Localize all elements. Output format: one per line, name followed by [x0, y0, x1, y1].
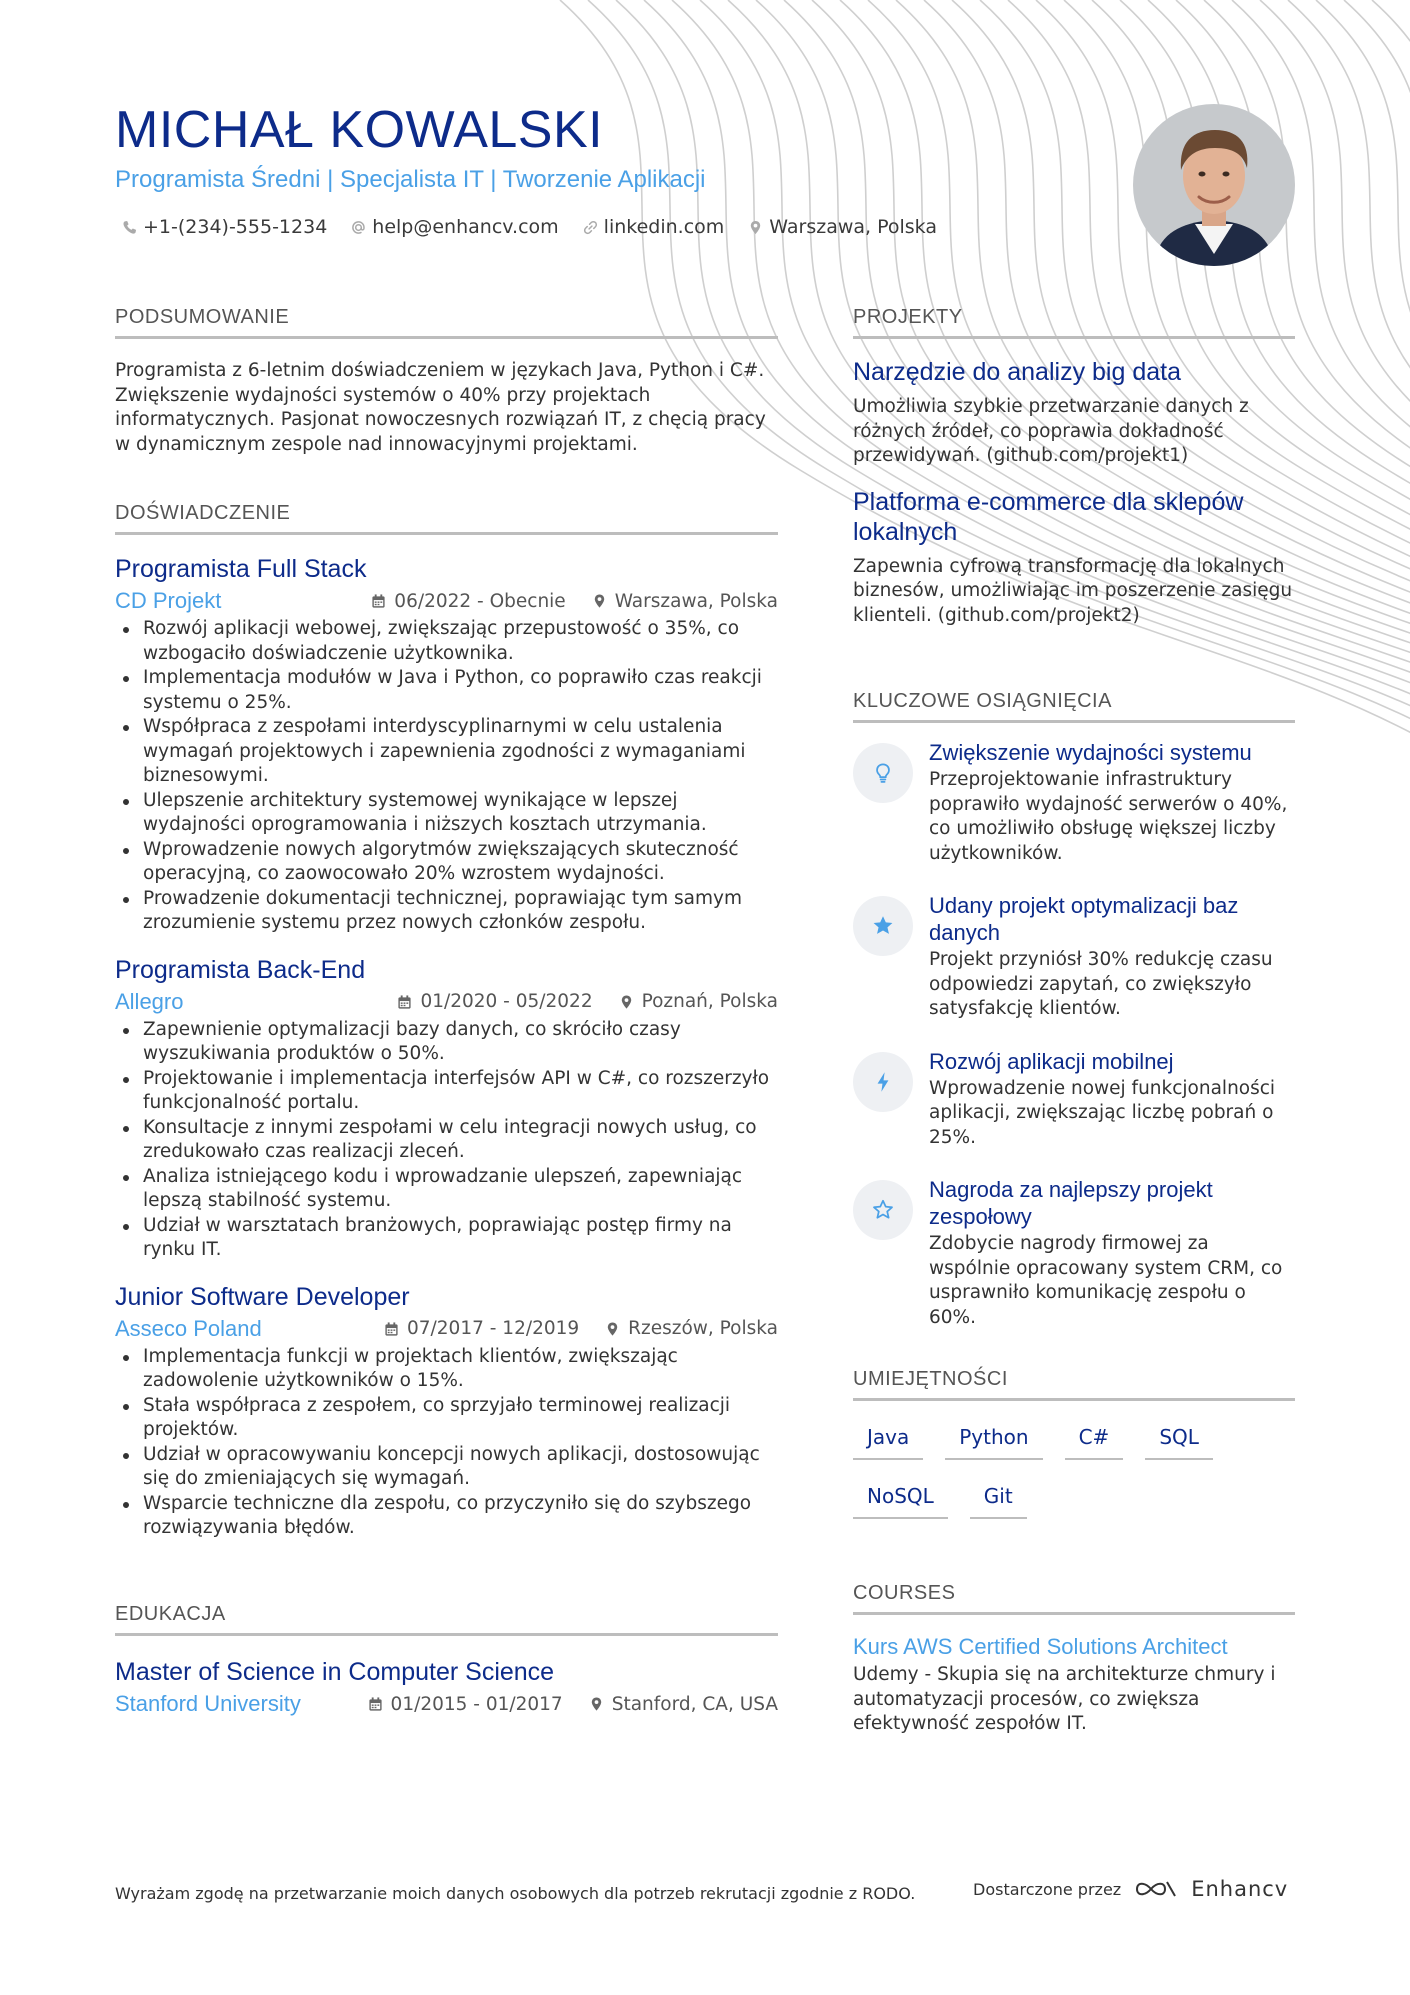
candidate-headline: Programista Średni | Specjalista IT | Tworzenie Aplikacji — [115, 166, 706, 193]
lightning-icon — [870, 1069, 896, 1095]
job-title: Programista Full Stack — [115, 555, 367, 583]
summary-section — [115, 304, 778, 457]
bullet-item: Rozwój aplikacji webowej, zwiększając przepustowość o 35%, co wzbogaciło doświadczenie użytkownika. — [115, 617, 778, 666]
bullet-item: Wprowadzenie nowych algorytmów zwiększających skuteczność operacyjną, co zaowocowało 20% wzrostem wydajności. — [115, 838, 778, 887]
location-pin-icon — [589, 1696, 604, 1712]
achievement-text: Przeprojektowanie infrastruktury poprawiło wydajność serwerów o 40%, co umożliwiło obsługę większej liczby użytkowników. — [929, 769, 1288, 864]
education-location: Stanford, CA, USA — [611, 1693, 778, 1715]
footer-branding[interactable] — [973, 1876, 1288, 1902]
project-title: Platforma e-commerce dla sklepów lokalnych — [853, 487, 1244, 546]
job-location: Warszawa, Polska — [614, 590, 778, 612]
location-text: Warszawa, Polska — [769, 216, 937, 238]
at-icon — [351, 220, 366, 235]
bullet-item: Udział w warsztatach branżowych, poprawiając postęp firmy na rynku IT. — [115, 1214, 778, 1263]
link-icon — [583, 220, 598, 235]
project-title: Narzędzie do analizy big data — [853, 358, 1181, 386]
achievement-text: Zdobycie nagrody firmowej za wspólnie opracowany system CRM, co usprawniło komunikację zespołu o 60%. — [929, 1233, 1283, 1328]
projects-heading: PROJEKTY — [853, 304, 1295, 339]
skill-tag: Java — [853, 1421, 923, 1460]
skill-tag: Python — [945, 1421, 1042, 1460]
location-pin-icon — [619, 994, 634, 1010]
job-company: Allegro — [115, 988, 184, 1014]
calendar-icon — [397, 994, 412, 1010]
portrait-image — [1133, 104, 1295, 266]
course-title: Kurs AWS Certified Solutions Architect — [853, 1634, 1228, 1659]
achievement-title: Nagroda za najlepszy projekt zespołowy — [929, 1177, 1213, 1229]
bullet-item: Udział w opracowywaniu koncepcji nowych aplikacji, dostosowując się do zmieniających się wymagań. — [115, 1443, 778, 1492]
skills-section — [853, 1366, 1295, 1519]
location-pin-icon — [748, 220, 763, 235]
achievement-item — [853, 1176, 1295, 1330]
project-item — [853, 487, 1295, 629]
calendar-icon — [384, 1321, 399, 1337]
education-section — [115, 1601, 778, 1718]
bullet-item: Konsultacje z innymi zespołami w celu integracji nowych usług, co zredukowało czas realizacji zleceń. — [115, 1116, 778, 1165]
wave-line — [1316, 0, 1410, 760]
projects-section — [853, 304, 1295, 628]
bullet-item: Implementacja modułów w Java i Python, co poprawiło czas reakcji systemu o 25%. — [115, 666, 778, 715]
job-location: Poznań, Polska — [641, 991, 778, 1012]
contact-location — [748, 214, 937, 240]
linkedin-text: linkedin.com — [603, 216, 725, 238]
gdpr-consent: Wyrażam zgodę na przetwarzanie moich danych osobowych dla potrzeb rekrutacji zgodnie z RODO. — [115, 1884, 916, 1903]
summary-text: Programista z 6-letnim doświadczeniem w językach Java, Python i C#. Zwiększenie wydajności systemów o 40% przy projektach informatycznych. Pasjonat nowoczesnych rozwiązań IT, z chęcią pracy w dynamicznym zespole nad innowacyjnymi projektami. — [115, 360, 766, 455]
job-title: Programista Back-End — [115, 955, 366, 984]
bullet-item: Analiza istniejącego kodu i wprowadzanie ulepszeń, zapewniając lepszą stabilność systemu. — [115, 1165, 778, 1214]
achievement-text: Projekt przyniósł 30% redukcję czasu odpowiedzi zapytań, co zwiększyło satysfakcję klientów. — [929, 949, 1273, 1019]
education-dates: 01/2015 - 01/2017 — [390, 1693, 563, 1715]
education-heading: EDUKACJA — [115, 1601, 778, 1636]
achievement-title: Rozwój aplikacji mobilnej — [929, 1048, 1174, 1074]
star-filled-icon — [870, 913, 896, 939]
job-title: Junior Software Developer — [115, 1282, 410, 1311]
skill-tag: Git — [970, 1480, 1027, 1519]
bullet-item: Zapewnienie optymalizacji bazy danych, co skróciło czasy wyszukiwania produktów o 50%. — [115, 1018, 778, 1067]
location-pin-icon — [592, 593, 607, 609]
email-text: help@enhancv.com — [372, 216, 559, 238]
star-outline-icon — [870, 1197, 896, 1223]
school-name: Stanford University — [115, 1691, 301, 1716]
courses-heading: COURSES — [853, 1580, 1295, 1615]
contact-email[interactable] — [351, 214, 558, 240]
contact-info — [122, 214, 937, 240]
enhancv-logo-icon — [1133, 1876, 1179, 1902]
bullet-item: Współpraca z zespołami interdyscyplinarnymi w celu ustalenia wymagań projektowych i zapewnienia zgodności z wymaganiami biznesowymi. — [115, 715, 778, 789]
experience-section — [115, 500, 778, 1541]
bullet-item: Implementacja funkcji w projektach klientów, zwiększając zadowolenie użytkowników o 15%. — [115, 1345, 778, 1394]
bullet-item: Stała współpraca z zespołem, co sprzyjało terminowej realizacji projektów. — [115, 1394, 778, 1443]
phone-text: +1-(234)-555-1234 — [143, 216, 328, 238]
achievement-item — [853, 739, 1295, 866]
calendar-icon — [371, 593, 386, 609]
job-entry — [115, 553, 778, 936]
location-pin-icon — [605, 1321, 620, 1337]
job-company: CD Projekt — [115, 588, 222, 613]
bullet-item: Wsparcie techniczne dla zespołu, co przyczyniło się do szybszego rozwiązywania błędów. — [115, 1492, 778, 1541]
project-text: Umożliwia szybkie przetwarzanie danych z różnych źródeł, co poprawia dokładność przewidywań. (github.com/projekt1) — [853, 396, 1249, 466]
lightbulb-icon — [870, 760, 896, 786]
bullet-item: Prowadzenie dokumentacji technicznej, poprawiając tym samym zrozumienie systemu przez nowych członków zespołu. — [115, 887, 778, 936]
achievement-item — [853, 892, 1295, 1022]
achievement-item — [853, 1048, 1295, 1151]
job-bullets — [115, 617, 778, 936]
job-entry — [115, 954, 778, 1263]
brand-name: Enhancv — [1191, 1877, 1289, 1901]
contact-phone[interactable] — [122, 214, 327, 240]
skills-heading: UMIEJĘTNOŚCI — [853, 1366, 1295, 1401]
skill-tag: NoSQL — [853, 1480, 948, 1519]
skill-tag: C# — [1065, 1421, 1124, 1460]
wave-line — [1344, 0, 1410, 760]
job-dates: 01/2020 - 05/2022 — [420, 991, 593, 1012]
achievements-section — [853, 688, 1295, 1330]
degree-title: Master of Science in Computer Science — [115, 1658, 555, 1686]
profile-photo — [1133, 104, 1295, 266]
calendar-icon — [368, 1696, 383, 1712]
bullet-item: Projektowanie i implementacja interfejsów API w C#, co rozszerzyło funkcjonalność portalu. — [115, 1067, 778, 1116]
course-text: Udemy - Skupia się na architekturze chmury i automatyzacji procesów, co zwiększa efektywność zespołów IT. — [853, 1664, 1276, 1734]
achievement-title: Zwiększenie wydajności systemu — [929, 740, 1252, 765]
wave-line — [1372, 0, 1410, 760]
job-company: Asseco Poland — [115, 1315, 262, 1341]
job-bullets — [115, 1018, 778, 1263]
job-location: Rzeszów, Polska — [628, 1318, 778, 1339]
skills-list — [853, 1421, 1295, 1519]
summary-heading: PODSUMOWANIE — [115, 304, 778, 339]
job-bullets — [115, 1345, 778, 1541]
phone-icon — [122, 220, 137, 235]
bullet-item: Ulepszenie architektury systemowej wynikające w lepszej wydajności oprogramowania i niższych kosztach utrzymania. — [115, 789, 778, 838]
powered-by-label: Dostarczone przez — [973, 1879, 1122, 1899]
project-text: Zapewnia cyfrową transformację dla lokalnych biznesów, umożliwiając im poszerzenie zasięgu klienteli. (github.com/projekt2) — [853, 555, 1293, 626]
education-entry — [115, 1656, 778, 1718]
job-dates: 06/2022 - Obecnie — [394, 590, 566, 612]
achievement-text: Wprowadzenie nowej funkcjonalności aplikacji, zwiększając liczbę pobrań o 25%. — [929, 1077, 1276, 1148]
job-entry — [115, 1281, 778, 1541]
candidate-name: MICHAŁ KOWALSKI — [115, 101, 604, 159]
experience-heading: DOŚWIADCZENIE — [115, 500, 778, 535]
contact-linkedin[interactable] — [583, 214, 725, 240]
wave-line — [1288, 0, 1410, 760]
skill-tag: SQL — [1145, 1421, 1213, 1460]
job-dates: 07/2017 - 12/2019 — [407, 1318, 580, 1339]
achievement-title: Udany projekt optymalizacji baz danych — [929, 893, 1239, 945]
achievements-heading: KLUCZOWE OSIĄGNIĘCIA — [853, 688, 1295, 723]
project-item — [853, 357, 1295, 469]
courses-section — [853, 1580, 1295, 1737]
